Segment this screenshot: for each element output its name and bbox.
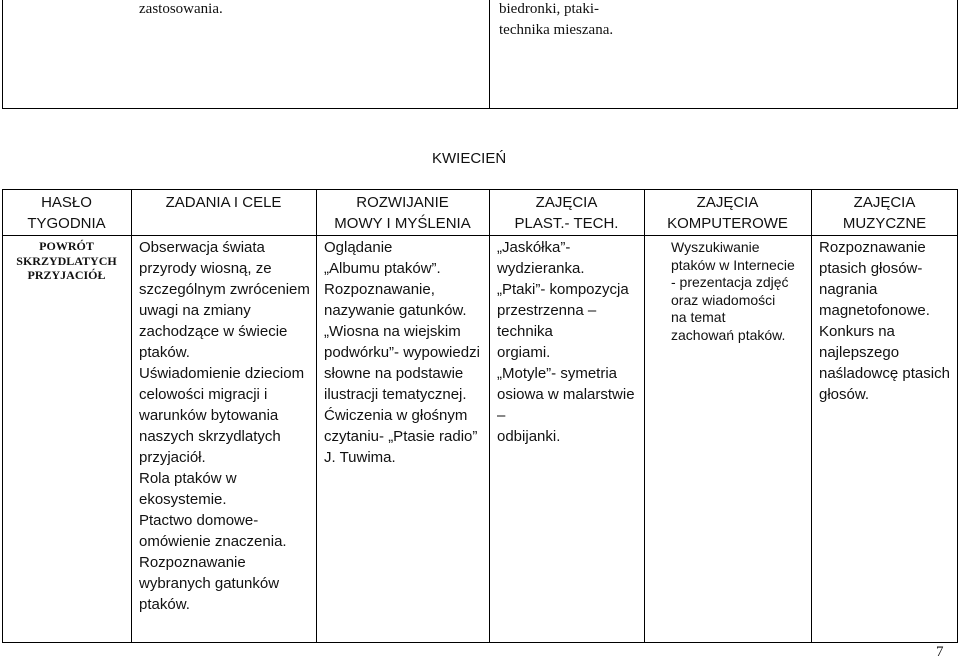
month-title: KWIECIEŃ bbox=[432, 150, 507, 167]
week-slogan-title: POWRÓT SKRZYDLATYCH PRZYJACIÓŁ bbox=[16, 239, 117, 282]
speech-thinking-text: Oglądanie „Albumu ptaków”. Rozpoznawanie, nazywanie gatunków. „Wiosna na wiejskim podwórku”- wypowiedzi słowne na podstawie ilustracji tematycznej. Ćwiczenia w głośnym czytaniu- „Ptasie radio” J. Tuwima. bbox=[324, 239, 480, 466]
header-speech-thinking: ROZWIJANIE MOWY I MYŚLENIA bbox=[334, 194, 471, 232]
tasks-goals-text: Obserwacja świata przyrody wiosną, ze szczególnym zwróceniem uwagi na zmiany zachodzące w świecie ptaków. Uświadomienie dzieciom celowości migracji i warunków bytowania naszych skrzydlatych przyjaciół. Rola ptaków w ekosystemie. Ptactwo domowe- omówienie znaczenia. Rozpoznawanie wybranych gatunków ptaków. bbox=[139, 239, 310, 613]
header-art-tech: ZAJĘCIA PLAST.- TECH. bbox=[514, 194, 619, 232]
header-tasks-goals: ZADANIA I CELE bbox=[165, 194, 282, 211]
col-divider-1 bbox=[131, 189, 132, 643]
col-divider-4 bbox=[644, 189, 645, 643]
header-week-slogan: HASŁO TYGODNIA bbox=[27, 194, 106, 232]
top-row-divider bbox=[489, 0, 490, 109]
page-number: 7 bbox=[936, 644, 944, 660]
computer-text: Wyszukiwanie ptaków w Internecie - prezentacja zdjęć oraz wiadomości na temat zachowań ptaków. bbox=[671, 239, 795, 343]
music-text: Rozpoznawanie ptasich głosów- nagrania magnetofonowe. Konkurs na najlepszego naśladowcę ptasich głosów. bbox=[819, 239, 950, 403]
col-divider-5 bbox=[811, 189, 812, 643]
col-divider-2 bbox=[316, 189, 317, 643]
header-music: ZAJĘCIA MUZYCZNE bbox=[842, 194, 927, 232]
top-cell-text-1: zastosowania. bbox=[139, 1, 223, 17]
top-cell-text-2: biedronki, ptaki- technika mieszana. bbox=[499, 1, 614, 38]
header-computer: ZAJĘCIA KOMPUTEROWE bbox=[667, 194, 788, 232]
col-divider-3 bbox=[489, 189, 490, 643]
art-tech-text: „Jaskółka”- wydzieranka. „Ptaki”- kompozycja przestrzenna – technika orgiami. „Motyle”- symetria osiowa w malarstwie – odbijanki. bbox=[497, 239, 635, 445]
header-row-divider bbox=[2, 235, 958, 236]
